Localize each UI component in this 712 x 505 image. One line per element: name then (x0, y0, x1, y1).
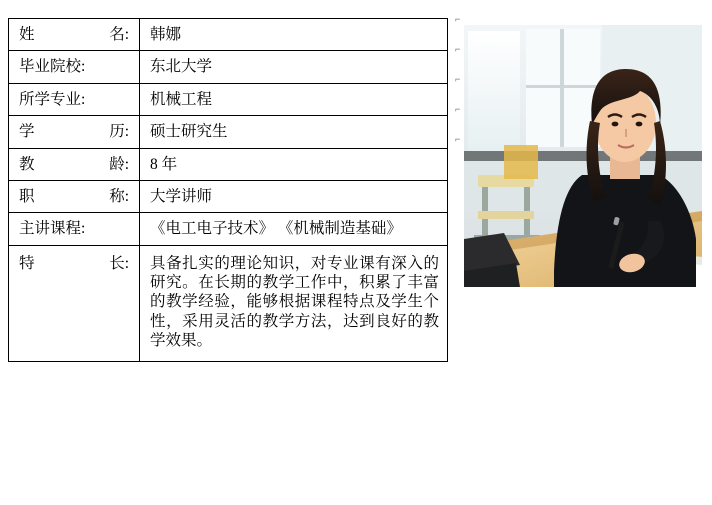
table-row (9, 245, 448, 361)
row-label-courses (9, 213, 140, 245)
label-text-right: 名: (109, 26, 129, 43)
row-value-name: 韩娜 (140, 19, 448, 51)
row-label-degree (9, 116, 140, 148)
table-row (9, 19, 448, 51)
margin-mark: ⌐ (455, 104, 461, 114)
row-value-degree: 硕士研究生 (140, 116, 448, 148)
table-row (9, 83, 448, 115)
label-text-left: 姓 (19, 26, 35, 43)
table-row (9, 116, 448, 148)
row-label-experience (9, 148, 140, 180)
label-text-left: 主讲课程: (19, 220, 86, 238)
label-text-right: 称: (109, 187, 129, 205)
table-row (9, 148, 448, 180)
margin-mark: ⌐ (455, 74, 461, 84)
table-row (9, 180, 448, 212)
row-value-specialty: 具备扎实的理论知识，对专业课有深入的研究。在长期的教学工作中，积累了丰富的教学经验，能够根据课程特点及学生个性，采用灵活的教学方法，达到良好的教学效果。 (140, 245, 448, 361)
row-label-title (9, 180, 140, 212)
label-text-right: 长: (109, 254, 129, 272)
row-label-name (9, 19, 140, 51)
margin-mark: ⌐ (455, 44, 461, 54)
teacher-photo (464, 25, 702, 287)
row-value-title: 大学讲师 (140, 180, 448, 212)
label-text-right: 历: (109, 123, 129, 141)
label-text-left: 特 (19, 254, 35, 272)
label-text-right: 龄: (109, 155, 129, 173)
row-value-courses: 《电工电子技术》 《机械制造基础》 (140, 213, 448, 245)
row-label-specialty (9, 245, 140, 361)
label-text-left: 职 (19, 187, 35, 205)
label-text-left: 毕业院校: (19, 58, 86, 76)
row-value-experience: 8 年 (140, 148, 448, 180)
table-row (9, 51, 448, 83)
row-label-major (9, 83, 140, 115)
photo-illustration (464, 25, 702, 287)
margin-mark: ⌐ (455, 14, 461, 24)
table-row (9, 213, 448, 245)
teacher-info-table (8, 18, 448, 362)
row-value-school: 东北大学 (140, 51, 448, 83)
label-text-left: 所学专业: (19, 90, 86, 108)
row-label-school (9, 51, 140, 83)
row-value-major: 机械工程 (140, 83, 448, 115)
label-text-left: 学 (19, 123, 35, 141)
label-text-left: 教 (19, 155, 35, 173)
margin-mark: ⌐ (455, 134, 461, 144)
